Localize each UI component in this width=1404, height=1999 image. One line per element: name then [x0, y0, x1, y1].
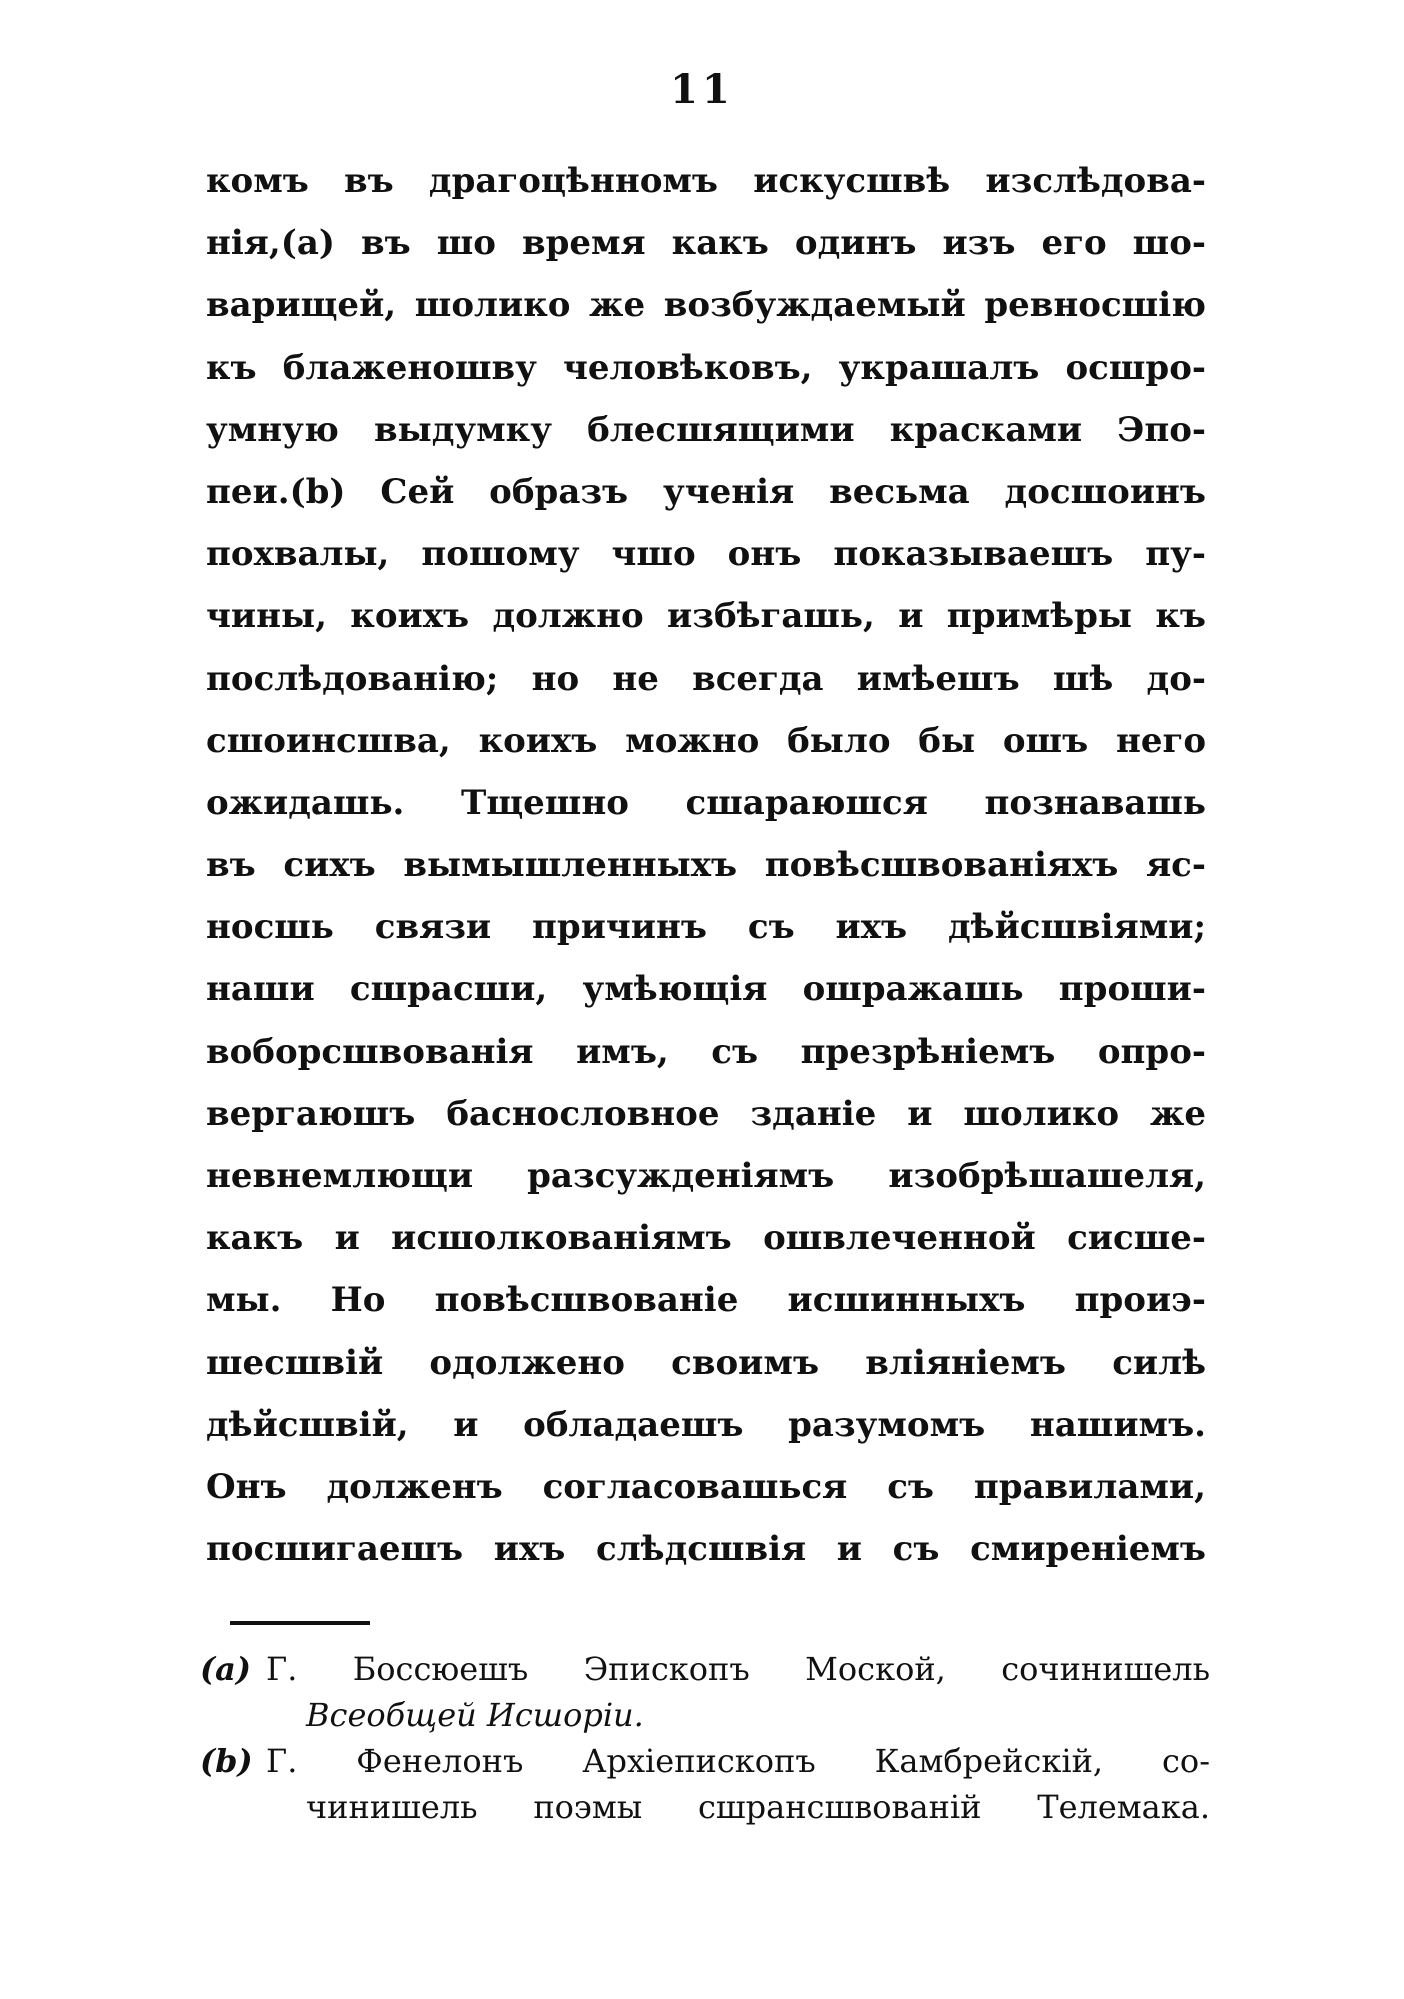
text-line-5: умную выдумку блесшящими красками Эпо- [206, 409, 1206, 450]
text-line-21: дѣйсшвій, и обладаешъ разумомъ нашимъ. [206, 1404, 1206, 1445]
footnote-a-mark: (a) [200, 1650, 252, 1688]
text-line-8: чины, коихъ должно избѣгашь, и примѣры къ [206, 596, 1206, 637]
footnote-b-continuation: чинишель поэмы сшрансшвованій Телемака. [306, 1788, 1210, 1826]
footnote-a [200, 1646, 1210, 1692]
footnote-a-text: Г. Боссюешъ Эпископъ Моской, сочинишель [266, 1650, 1210, 1688]
footnote-b-text: Г. Фенелонъ Архіепископъ Камбрейскій, со- [266, 1742, 1210, 1780]
text-line-19: мы. Но повѣсшвованіе исшинныхъ проиэ- [206, 1280, 1206, 1321]
text-line-18: какъ и исшолкованіямъ ошвлеченной сисше- [206, 1218, 1206, 1259]
text-line-11: ожидашь. Тщешно сшараюшся познавашь [206, 782, 1206, 823]
text-line-16: вергаюшъ баснословное зданіе и шолико же [206, 1093, 1206, 1134]
text-line-6: пеи.(b) Сей образъ ученія весьма досшоинъ [206, 471, 1206, 512]
text-line-20: шесшвій одолжено своимъ вліяніемъ силѣ [206, 1342, 1206, 1383]
text-line-12: въ сихъ вымышленныхъ повѣсшвованіяхъ яс- [206, 845, 1206, 886]
text-line-13: носшь связи причинъ съ ихъ дѣйсшвіями; [206, 907, 1206, 948]
footnote-divider [230, 1621, 370, 1625]
text-line-23: посшигаешъ ихъ слѣдсшвія и съ смиреніемъ [206, 1529, 1206, 1570]
footnote-a-continuation: Всеобщей Исшоріи. [306, 1696, 644, 1734]
text-line-17: невнемлющи разсужденіямъ изобрѣшашеля, [206, 1156, 1206, 1196]
text-line-4: къ блаженошву человѣковъ, украшалъ осшро- [206, 347, 1206, 388]
text-line-7: похвалы, пошому чшо онъ показываешъ пу- [206, 534, 1206, 575]
text-line-1: комъ въ драгоцѣнномъ искусшвѣ изслѣдова- [206, 161, 1206, 201]
text-line-10: сшоинсшва, коихъ можно было бы ошъ него [206, 720, 1206, 761]
text-line-2: нія,(a) въ шо время какъ одинъ изъ его шо- [206, 223, 1206, 264]
footnote-b-mark: (b) [200, 1742, 253, 1780]
footnote-b [200, 1738, 1210, 1784]
text-line-22: Онъ долженъ согласовашься съ правилами, [206, 1466, 1206, 1507]
text-line-9: послѣдованію; но не всегда имѣешъ шѣ до- [206, 658, 1206, 699]
footnotes [200, 1646, 1210, 1830]
page-number: 11 [670, 66, 734, 113]
text-line-3: варищей, шолико же возбуждаемый ревносшію [206, 285, 1206, 326]
text-line-14: наши сшрасши, умѣющія ошражашь проши- [206, 969, 1206, 1010]
body-text [206, 150, 1206, 1580]
text-line-15: воборсшвованія имъ, съ презрѣніемъ опро- [206, 1031, 1206, 1072]
